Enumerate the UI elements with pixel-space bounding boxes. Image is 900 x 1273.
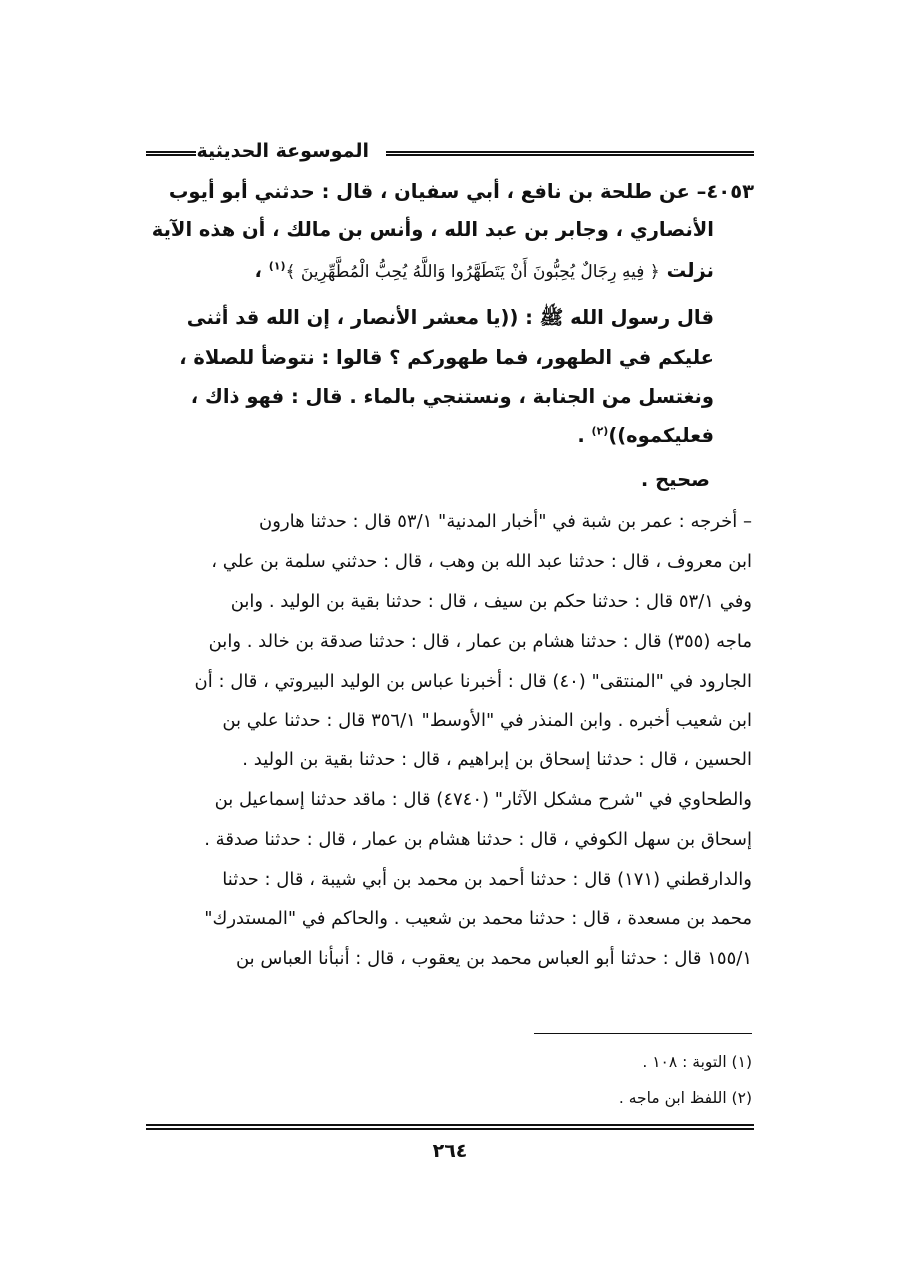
takhrij-line: ابن معروف ، قال : حدثنا عبد الله بن وهب ، قال : حدثني سلمة بن علي ، — [211, 551, 752, 572]
takhrij-line: – أخرجه : عمر بن شبة في "أخبار المدنية" ٥٣/١ قال : حدثنا هارون — [259, 511, 752, 532]
hadith-text-segment: ، — [254, 259, 269, 282]
takhrij-line: والدارقطني (١٧١) قال : حدثنا أحمد بن محمد بن أبي شيبة ، قال : حدثنا — [222, 869, 752, 890]
footer-rule — [146, 1124, 754, 1130]
page-number: ٢٦٤ — [432, 1140, 468, 1162]
quran-verse: ﴿ فِيهِ رِجَالٌ يُحِبُّونَ أَنْ يَتَطَهَّرُوا وَاللَّهُ يُحِبُّ الْمُطَّهِّرِينَ ﴾ — [285, 262, 660, 282]
takhrij-line: ماجه (٣٥٥) قال : حدثنا هشام بن عمار ، قال : حدثنا صدقة بن خالد . وابن — [208, 631, 752, 652]
hadith-line: ونغتسل من الجنابة ، ونستنجي بالماء . قال : فهو ذاك ، — [190, 385, 714, 408]
hadith-line: الأنصاري ، وجابر بن عبد الله ، وأنس بن مالك ، أن هذه الآية — [151, 218, 714, 241]
takhrij-line: ابن شعيب أخبره . وابن المنذر في "الأوسط" ٣٥٦/١ قال : حدثنا علي بن — [222, 710, 752, 731]
hadith-line-quran — [255, 259, 714, 284]
hadith-text-segment: نزلت — [659, 259, 714, 282]
footnote-separator — [534, 1033, 752, 1034]
hadith-text-segment: فعليكموه)) — [608, 424, 714, 447]
takhrij-line: إسحاق بن سهل الكوفي ، قال : حدثنا هشام بن عمار ، قال : حدثنا صدقة . — [204, 829, 752, 850]
footnote: (١) التوبة : ١٠٨ . — [642, 1053, 752, 1071]
hadith-line: ٤٠٥٣– عن طلحة بن نافع ، أبي سفيان ، قال : حدثني أبو أيوب — [168, 180, 754, 203]
takhrij-line: وفي ٥٣/١ قال : حدثنا حكم بن سيف ، قال : حدثنا بقية بن الوليد . وابن — [230, 591, 752, 612]
takhrij-line: محمد بن مسعدة ، قال : حدثنا محمد بن شعيب . والحاكم في "المستدرك" — [204, 908, 752, 929]
footnote-ref: (٢) — [591, 424, 609, 438]
takhrij-line: والطحاوي في "شرح مشكل الآثار" (٤٧٤٠) قال : ماقد حدثنا إسماعيل بن — [214, 789, 752, 810]
takhrij-line: الحسين ، قال : حدثنا إسحاق بن إبراهيم ، قال : حدثنا بقية بن الوليد . — [242, 749, 752, 770]
takhrij-line: الجارود في "المنتقى" (٤٠) قال : أخبرنا عباس بن الوليد البيروتي ، قال : أن — [194, 671, 752, 692]
hadith-line: قال رسول الله ﷺ : ((يا معشر الأنصار ، إن الله قد أثنى — [186, 306, 714, 329]
hadith-line-end — [577, 424, 714, 448]
hadith-line: عليكم في الطهور، فما طهوركم ؟ قالوا : نتوضأ للصلاة ، — [179, 346, 714, 369]
footnote-ref: (١) — [268, 259, 286, 273]
takhrij-line: ١٥٥/١ قال : حدثنا أبو العباس محمد بن يعقوب ، قال : أنبأنا العباس بن — [235, 948, 752, 969]
header-rule-left — [146, 151, 196, 156]
hadith-text-segment: . — [577, 424, 592, 447]
footnote: (٢) اللفظ ابن ماجه . — [618, 1089, 752, 1107]
running-header — [146, 140, 754, 170]
header-title: الموسوعة الحديثية — [196, 140, 369, 162]
hadith-grade: صحيح . — [640, 468, 710, 491]
header-rule-right — [386, 151, 754, 156]
